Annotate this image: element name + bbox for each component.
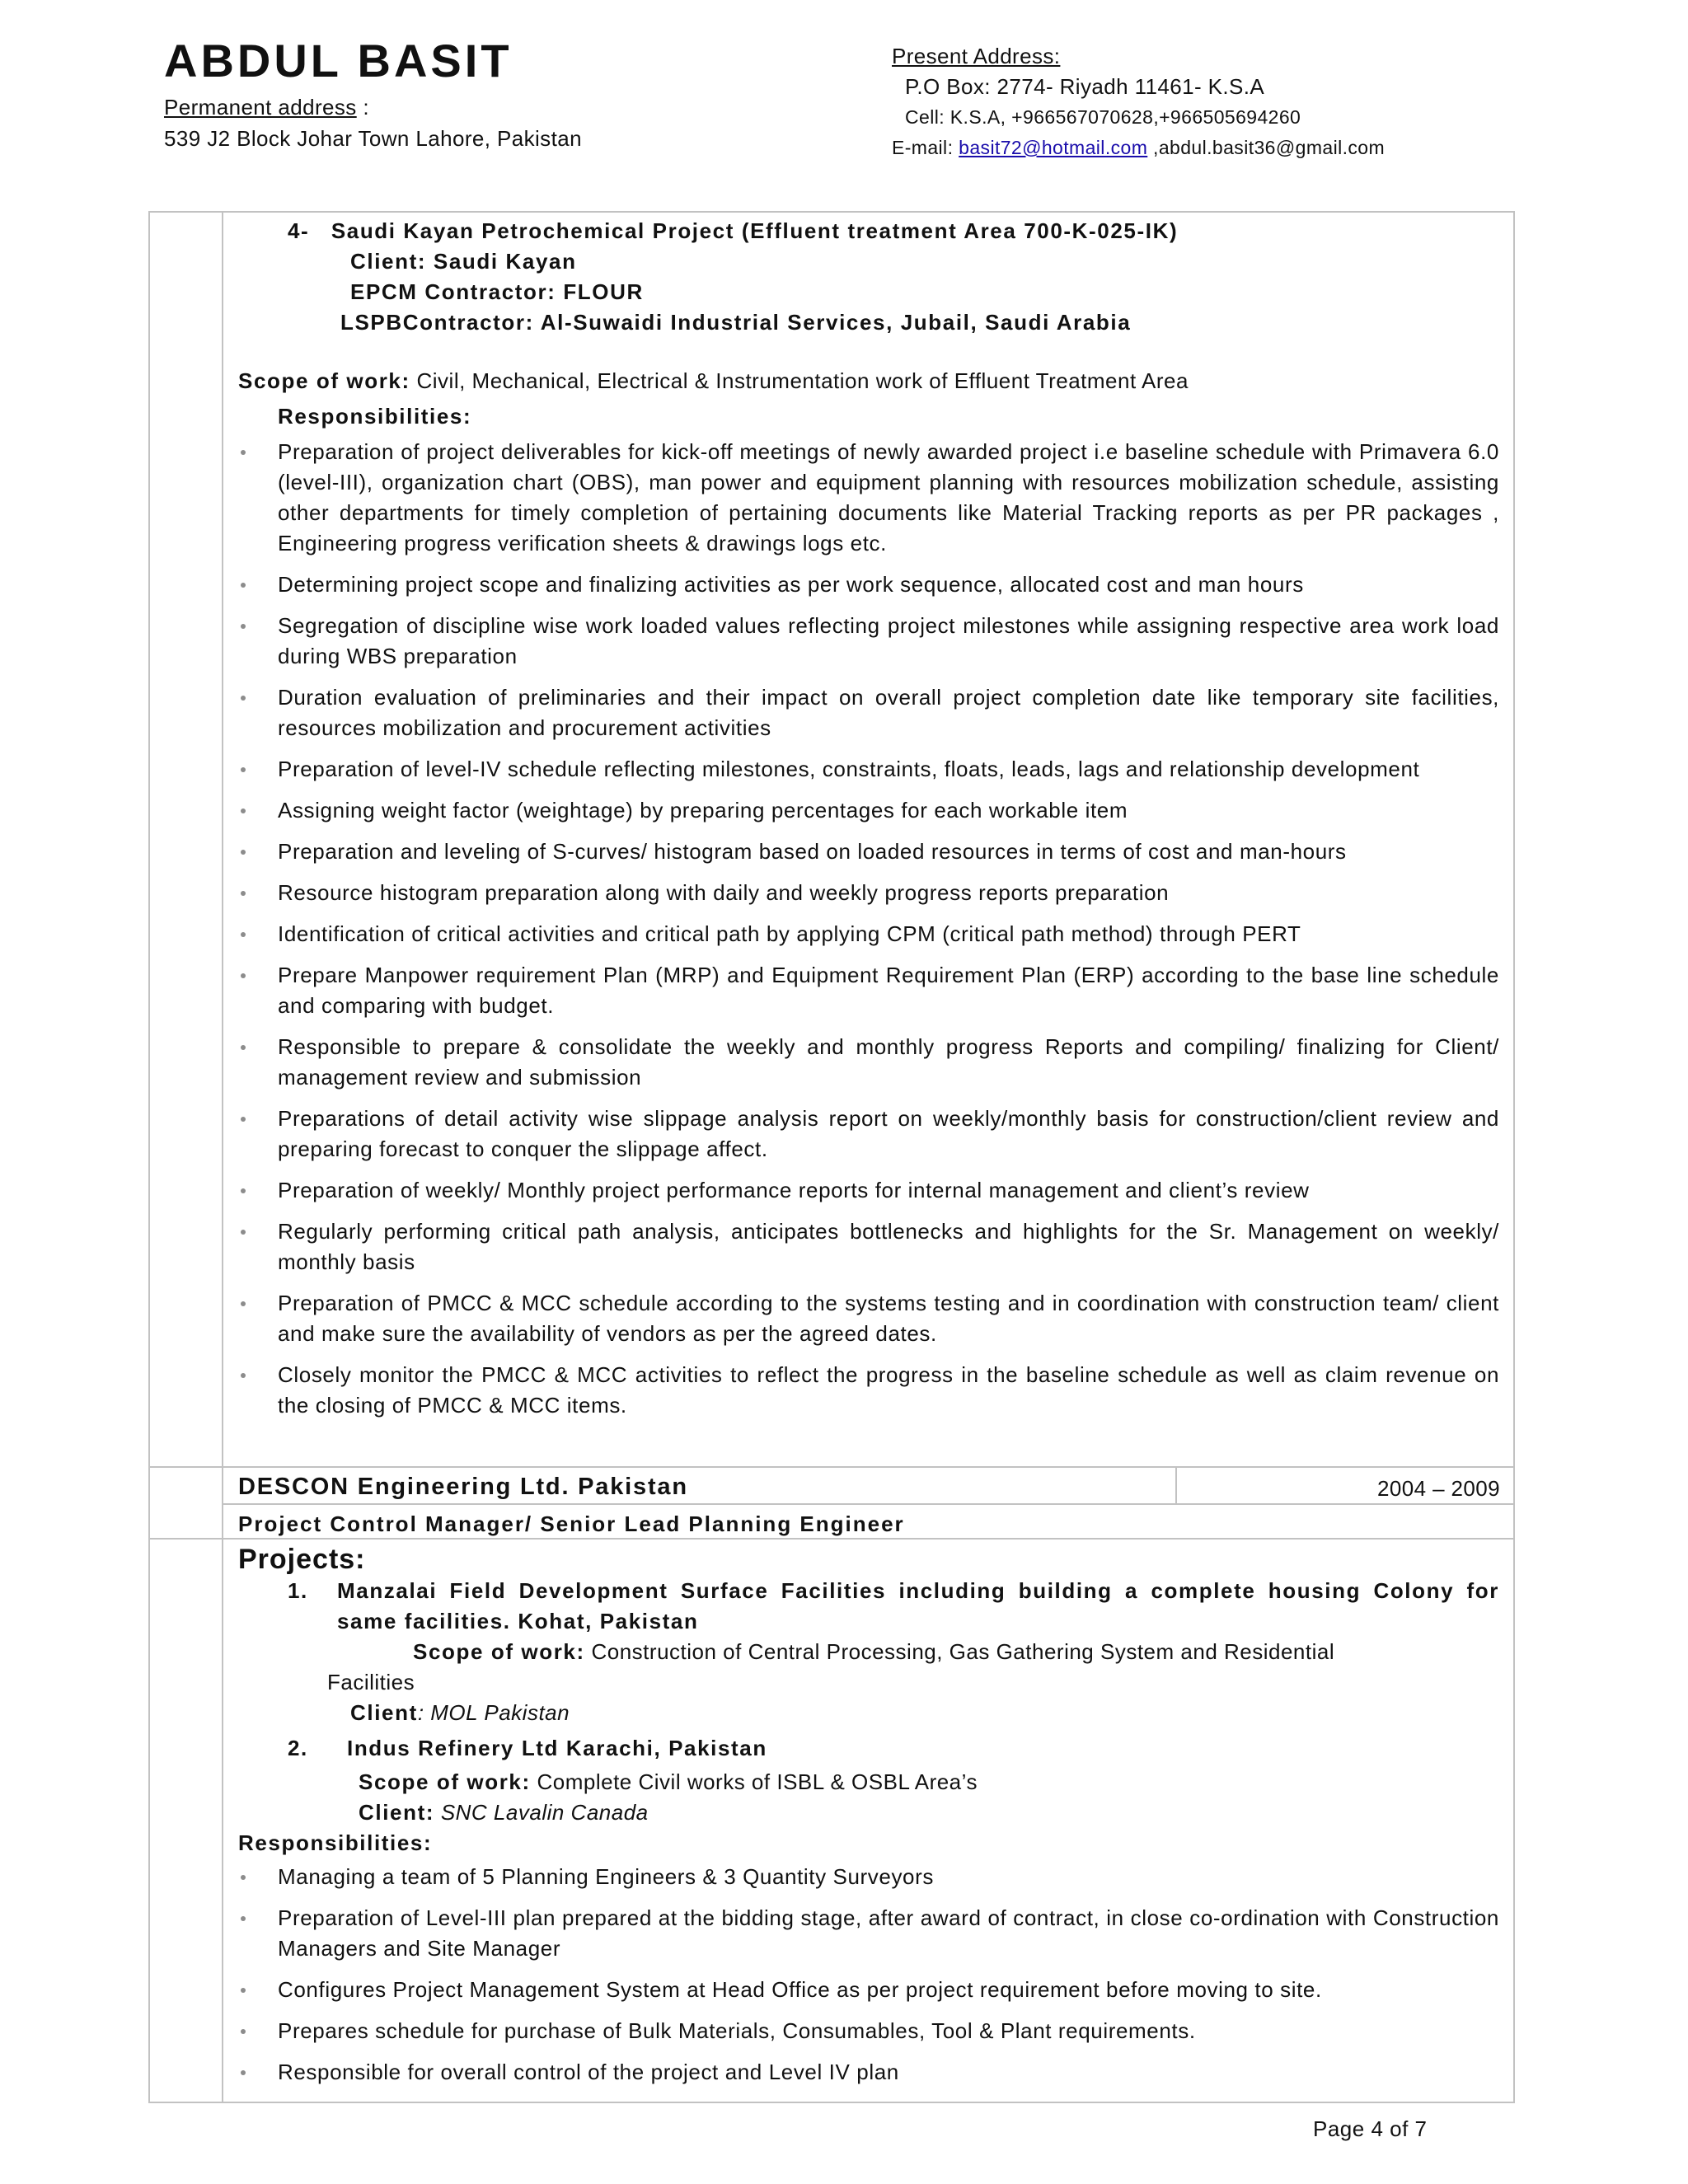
- project-1-title: Manzalai Field Development Surface Facilities including building a complete housing Colony for same facilities. Kohat, Pakistan: [337, 1578, 1499, 1633]
- project-2-scope-label: Scope of work:: [359, 1769, 531, 1794]
- descon-responsibilities-label: Responsibilities:: [238, 1830, 433, 1855]
- list-item: Preparation and leveling of S-curves/ histogram based on loaded resources in terms of cost and man-hours: [238, 837, 1499, 867]
- email-label: E-mail:: [892, 137, 959, 158]
- project-1-number: 1.: [288, 1578, 308, 1603]
- company-name: DESCON Engineering Ltd. Pakistan: [238, 1474, 688, 1500]
- project-2-title: Indus Refinery Ltd Karachi, Pakistan: [347, 1736, 767, 1760]
- list-item: Regularly performing critical path analysis, anticipates bottlenecks and highlights for the Sr. Management on weekly/ monthly basis: [238, 1216, 1499, 1277]
- permanent-address-colon: :: [356, 95, 369, 120]
- projects-heading: Projects:: [238, 1544, 366, 1575]
- list-item: Determining project scope and finalizing activities as per work sequence, allocated cost and man hours: [238, 569, 1499, 600]
- project-4-responsibilities-list: [238, 437, 1499, 1421]
- project-2-scope: [238, 1767, 1499, 1797]
- list-item: Preparation of project deliverables for kick-off meetings of newly awarded project i.e baseline schedule with Primavera 6.0 (level-III), organization chart (OBS), man power and equipment planning with resources mobilization schedule, assisting other departments for timely completion of pertaining documents like Material Tracking reports as per PR packages , Engineering progress verification sheets & drawings logs etc.: [238, 437, 1499, 559]
- project-1-scope-continued: Facilities: [327, 1670, 415, 1694]
- table-left-column-divider: [222, 211, 223, 2103]
- project-4-title-line: [238, 216, 1499, 246]
- po-box: P.O Box: 2774- Riyadh 11461- K.S.A: [905, 74, 1265, 99]
- descon-projects-section: [238, 1543, 1499, 2098]
- list-item: Preparation of Level-III plan prepared at the bidding stage, after award of contract, in close co-ordination with Construction Managers and Site Manager: [238, 1903, 1499, 1964]
- project-4-lspb: LSPBContractor: Al-Suwaidi Industrial Services, Jubail, Saudi Arabia: [340, 310, 1132, 335]
- list-item: Responsible to prepare & consolidate the weekly and monthly progress Reports and compiling/ finalizing for Client/ management review and submission: [238, 1032, 1499, 1093]
- project-2-scope-text: Complete Civil works of ISBL & OSBL Area’s: [530, 1769, 978, 1794]
- list-item: Segregation of discipline wise work loaded values reflecting project milestones while assigning respective area work load during WBS preparation: [238, 611, 1499, 672]
- project-4-title: Saudi Kayan Petrochemical Project (Effluent treatment Area 700-K-025-IK): [331, 218, 1179, 243]
- list-item: Preparations of detail activity wise slippage analysis report on weekly/monthly basis for construction/client review and preparing forecast to conquer the slippage affect.: [238, 1104, 1499, 1165]
- list-item: Preparation of weekly/ Monthly project performance reports for internal management and client’s review: [238, 1175, 1499, 1206]
- table-years-divider: [1175, 1468, 1177, 1505]
- project-1-client: [238, 1698, 1499, 1728]
- project-1-scope-label: Scope of work:: [413, 1639, 585, 1664]
- list-item: Closely monitor the PMCC & MCC activities to reflect the progress in the baseline schedule as well as claim revenue on the closing of PMCC & MCC items.: [238, 1360, 1499, 1421]
- permanent-address-block: [164, 91, 582, 154]
- project-4-number: 4-: [288, 218, 310, 243]
- table-row-divider: [222, 1503, 1515, 1505]
- descon-project-1: [238, 1576, 1499, 1637]
- list-item: Prepare Manpower requirement Plan (MRP) and Equipment Requirement Plan (ERP) according to the base line schedule and comparing with budget.: [238, 960, 1499, 1021]
- list-item: Preparation of PMCC & MCC schedule according to the systems testing and in coordination with construction team/ client and make sure the availability of vendors as per the agreed dates.: [238, 1288, 1499, 1349]
- list-item: Preparation of level-IV schedule reflecting milestones, constraints, floats, leads, lags and relationship development: [238, 754, 1499, 785]
- project-1-scope: [238, 1637, 1499, 1667]
- project-4-scope: [238, 366, 1499, 396]
- list-item: Prepares schedule for purchase of Bulk Materials, Consumables, Tool & Plant requirements.: [238, 2016, 1499, 2046]
- project-4-heading: [238, 216, 1499, 338]
- scope-label: Scope of work:: [238, 368, 410, 393]
- present-address-block: [892, 41, 1385, 163]
- project-2-number: 2.: [288, 1736, 308, 1760]
- present-address-label: Present Address:: [892, 44, 1061, 68]
- cell-numbers: Cell: K.S.A, +966567070628,+966505694260: [905, 106, 1301, 128]
- descon-responsibilities-list: [238, 1862, 1499, 2088]
- list-item: Responsible for overall control of the project and Level IV plan: [238, 2057, 1499, 2088]
- permanent-address-label: Permanent address: [164, 95, 357, 120]
- project-1-scope-text: Construction of Central Processing, Gas Gathering System and Residential: [584, 1639, 1335, 1664]
- project-4-epcm: EPCM Contractor: FLOUR: [350, 279, 644, 304]
- list-item: Managing a team of 5 Planning Engineers & 3 Quantity Surveyors: [238, 1862, 1499, 1892]
- email-line: [892, 133, 1385, 163]
- list-item: Resource histogram preparation along with daily and weekly progress reports preparation: [238, 878, 1499, 908]
- project-2-client-label: Client:: [359, 1800, 435, 1825]
- project-4-client: Client: Saudi Kayan: [350, 249, 577, 274]
- scope-text: Civil, Mechanical, Electrical & Instrumentation work of Effluent Treatment Area: [410, 368, 1189, 393]
- list-item: Assigning weight factor (weightage) by preparing percentages for each workable item: [238, 795, 1499, 826]
- job-title: Project Control Manager/ Senior Lead Planning Engineer: [238, 1511, 905, 1536]
- employment-years: 2004 – 2009: [1377, 1476, 1500, 1501]
- project-1-client-label: Client: [350, 1700, 418, 1725]
- project-4-section: [238, 211, 1499, 1432]
- project-1-client-text: : MOL Pakistan: [417, 1700, 570, 1725]
- permanent-address: 539 J2 Block Johar Town Lahore, Pakistan: [164, 126, 582, 151]
- descon-project-2: [238, 1733, 1499, 1764]
- list-item: Configures Project Management System at Head Office as per project requirement before moving to site.: [238, 1975, 1499, 2005]
- table-row-divider: [148, 1466, 1515, 1468]
- project-2-client-text: SNC Lavalin Canada: [434, 1800, 649, 1825]
- list-item: Duration evaluation of preliminaries and their impact on overall project completion date like temporary site facilities, resources mobilization and procurement activities: [238, 682, 1499, 743]
- candidate-name: ABDUL BASIT: [164, 35, 513, 87]
- page-number: Page 4 of 7: [1313, 2116, 1428, 2141]
- email-link[interactable]: basit72@hotmail.com: [959, 137, 1148, 158]
- project-4-responsibilities-label: Responsibilities:: [278, 404, 472, 429]
- project-2-client: [238, 1797, 1499, 1828]
- email-secondary: ,abdul.basit36@gmail.com: [1147, 137, 1386, 158]
- list-item: Identification of critical activities and critical path by applying CPM (critical path method) through PERT: [238, 919, 1499, 949]
